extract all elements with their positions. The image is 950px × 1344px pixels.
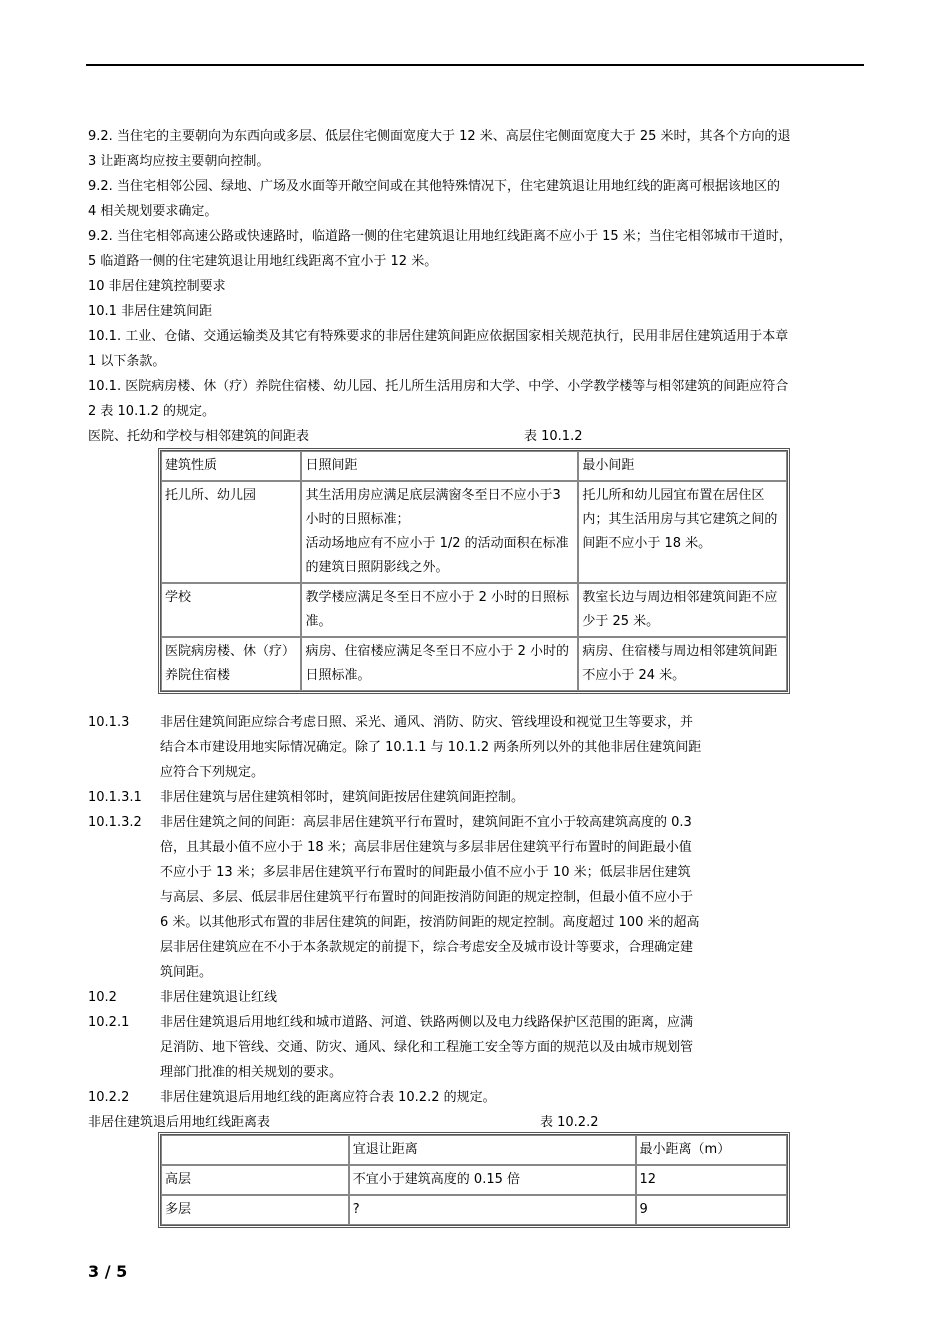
text-line: 非居住建筑退后用地红线距离表: [88, 1115, 271, 1130]
text-line: 10.1. 工业、仓储、交通运输类及其它有特殊要求的非居住建筑间距应依据国家相关规范执行，民用非居住建筑适用于本章: [88, 329, 789, 344]
text-line: 不应小于 13 米；多层非居住建筑平行布置时的间距最小值不应小于 10 米；低层非居住建筑: [160, 865, 691, 880]
table-header-cell: 建筑性质: [161, 451, 301, 481]
table-row: [161, 1195, 787, 1225]
text-line: 医院、托幼和学校与相邻建筑的间距表: [88, 429, 310, 444]
text-line: 与高层、多层、低层非居住建筑平行布置时的间距按消防间距的规定控制，但最小值不应小于: [160, 890, 694, 905]
text-line: 非居住建筑之间的间距：高层非居住建筑平行布置时，建筑间距不宜小于较高建筑高度的 0.3: [160, 815, 692, 830]
text-line: 筑间距。: [160, 965, 213, 980]
table-cell: 托儿所、幼儿园: [161, 481, 301, 583]
page-number: 3 / 5: [88, 1262, 128, 1281]
table-cell: 高层: [161, 1165, 349, 1195]
text-line: 理部门批准的相关规划的要求。: [160, 1065, 343, 1080]
table-cell: 医院病房楼、休（疗）养院住宿楼: [161, 637, 301, 691]
table-10-2-2: [158, 1132, 790, 1228]
text-line: 9.2. 当住宅相邻公园、绿地、广场及水面等开敞空间或在其他特殊情况下，住宅建筑退让用地红线的距离可根据该地区的: [88, 179, 780, 194]
table-row: [161, 1165, 787, 1195]
table-cell: 病房、住宿楼与周边相邻建筑间距不应小于 24 米。: [578, 637, 787, 691]
header-rule: [86, 64, 864, 66]
table-row: [161, 481, 787, 583]
table-cell: 多层: [161, 1195, 349, 1225]
text-line: 10.1.3: [88, 715, 130, 730]
table-header-cell: 日照间距: [301, 451, 578, 481]
table-cell: 病房、住宿楼应满足冬至日不应小于 2 小时的日照标准。: [301, 637, 578, 691]
text-line: 10 非居住建筑控制要求: [88, 279, 226, 294]
table-row: [161, 637, 787, 691]
table-header-cell: 宜退让距离: [349, 1135, 636, 1165]
table-cell: ?: [349, 1195, 636, 1225]
text-line: 10.2.1: [88, 1015, 130, 1030]
text-line: 非居住建筑与居住建筑相邻时，建筑间距按居住建筑间距控制。: [160, 790, 525, 805]
text-line: 足消防、地下管线、交通、防灾、通风、绿化和工程施工安全等方面的规范以及由城市规划管: [160, 1040, 694, 1055]
table-header-cell: 最小距离（m）: [636, 1135, 787, 1165]
text-line: 5 临道路一侧的住宅建筑退让用地红线距离不宜小于 12 米。: [88, 254, 438, 269]
text-line: 6 米。以其他形式布置的非居住建筑的间距，按消防间距的规定控制。高度超过 100 米的超高: [160, 915, 700, 930]
text-line: 非居住建筑退让红线: [160, 990, 278, 1005]
text-line: 应符合下列规定。: [160, 765, 265, 780]
text-line: 10.2: [88, 990, 117, 1005]
table-cell: 教室长边与周边相邻建筑间距不应少于 25 米。: [578, 583, 787, 637]
text-line: 层非居住建筑应在不小于本条款规定的前提下，综合考虑安全及城市设计等要求，合理确定建: [160, 940, 694, 955]
table-header-cell: [161, 1135, 349, 1165]
text-line: 1 以下条款。: [88, 354, 166, 369]
text-line: 10.1.3.2: [88, 815, 142, 830]
text-line: 非居住建筑间距应综合考虑日照、采光、通风、消防、防灾、管线埋设和视觉卫生等要求，并: [160, 715, 694, 730]
text-line: 10.1.3.1: [88, 790, 142, 805]
text-line: 10.1. 医院病房楼、休（疗）养院住宿楼、幼儿园、托儿所生活用房和大学、中学、小学教学楼等与相邻建筑的间距应符合: [88, 379, 789, 394]
text-line: 倍，且其最小值不应小于 18 米；高层非居住建筑与多层非居住建筑平行布置时的间距最小值: [160, 840, 692, 855]
text-line: 4 相关规划要求确定。: [88, 204, 218, 219]
text-line: 结合本市建设用地实际情况确定。除了 10.1.1 与 10.1.2 两条所列以外的其他非居住建筑间距: [160, 740, 702, 755]
table-cell: 学校: [161, 583, 301, 637]
text-line: 2 表 10.1.2 的规定。: [88, 404, 216, 419]
text-line: 10.2.2: [88, 1090, 130, 1105]
text-line: 3 让距离均应按主要朝向控制。: [88, 154, 270, 169]
text-line: 9.2. 当住宅的主要朝向为东西向或多层、低层住宅侧面宽度大于 12 米、高层住宅侧面宽度大于 25 米时，其各个方向的退: [88, 129, 791, 144]
table-cell: 其生活用房应满足底层满窗冬至日不应小于3 小时的日照标准； 活动场地应有不应小于 1/2 的活动面积在标准的建筑日照阴影线之外。: [301, 481, 578, 583]
text-line: 非居住建筑退后用地红线和城市道路、河道、铁路两侧以及电力线路保护区范围的距离，应满: [160, 1015, 694, 1030]
text-line: 表 10.2.2: [540, 1115, 599, 1130]
table-cell: 12: [636, 1165, 787, 1195]
text-line: 10.1 非居住建筑间距: [88, 304, 213, 319]
text-line: 9.2. 当住宅相邻高速公路或快速路时，临道路一侧的住宅建筑退让用地红线距离不应小于 15 米；当住宅相邻城市干道时，: [88, 229, 792, 244]
table-10-1-2: [158, 448, 790, 694]
table-row: [161, 583, 787, 637]
table-cell: 9: [636, 1195, 787, 1225]
table-cell: 不宜小于建筑高度的 0.15 倍: [349, 1165, 636, 1195]
table-cell: 教学楼应满足冬至日不应小于 2 小时的日照标准。: [301, 583, 578, 637]
table-cell: 托儿所和幼儿园宜布置在居住区内；其生活用房与其它建筑之间的间距不应小于 18 米。: [578, 481, 787, 583]
text-line: 表 10.1.2: [524, 429, 583, 444]
text-line: 非居住建筑退后用地红线的距离应符合表 10.2.2 的规定。: [160, 1090, 496, 1105]
table-header-cell: 最小间距: [578, 451, 787, 481]
